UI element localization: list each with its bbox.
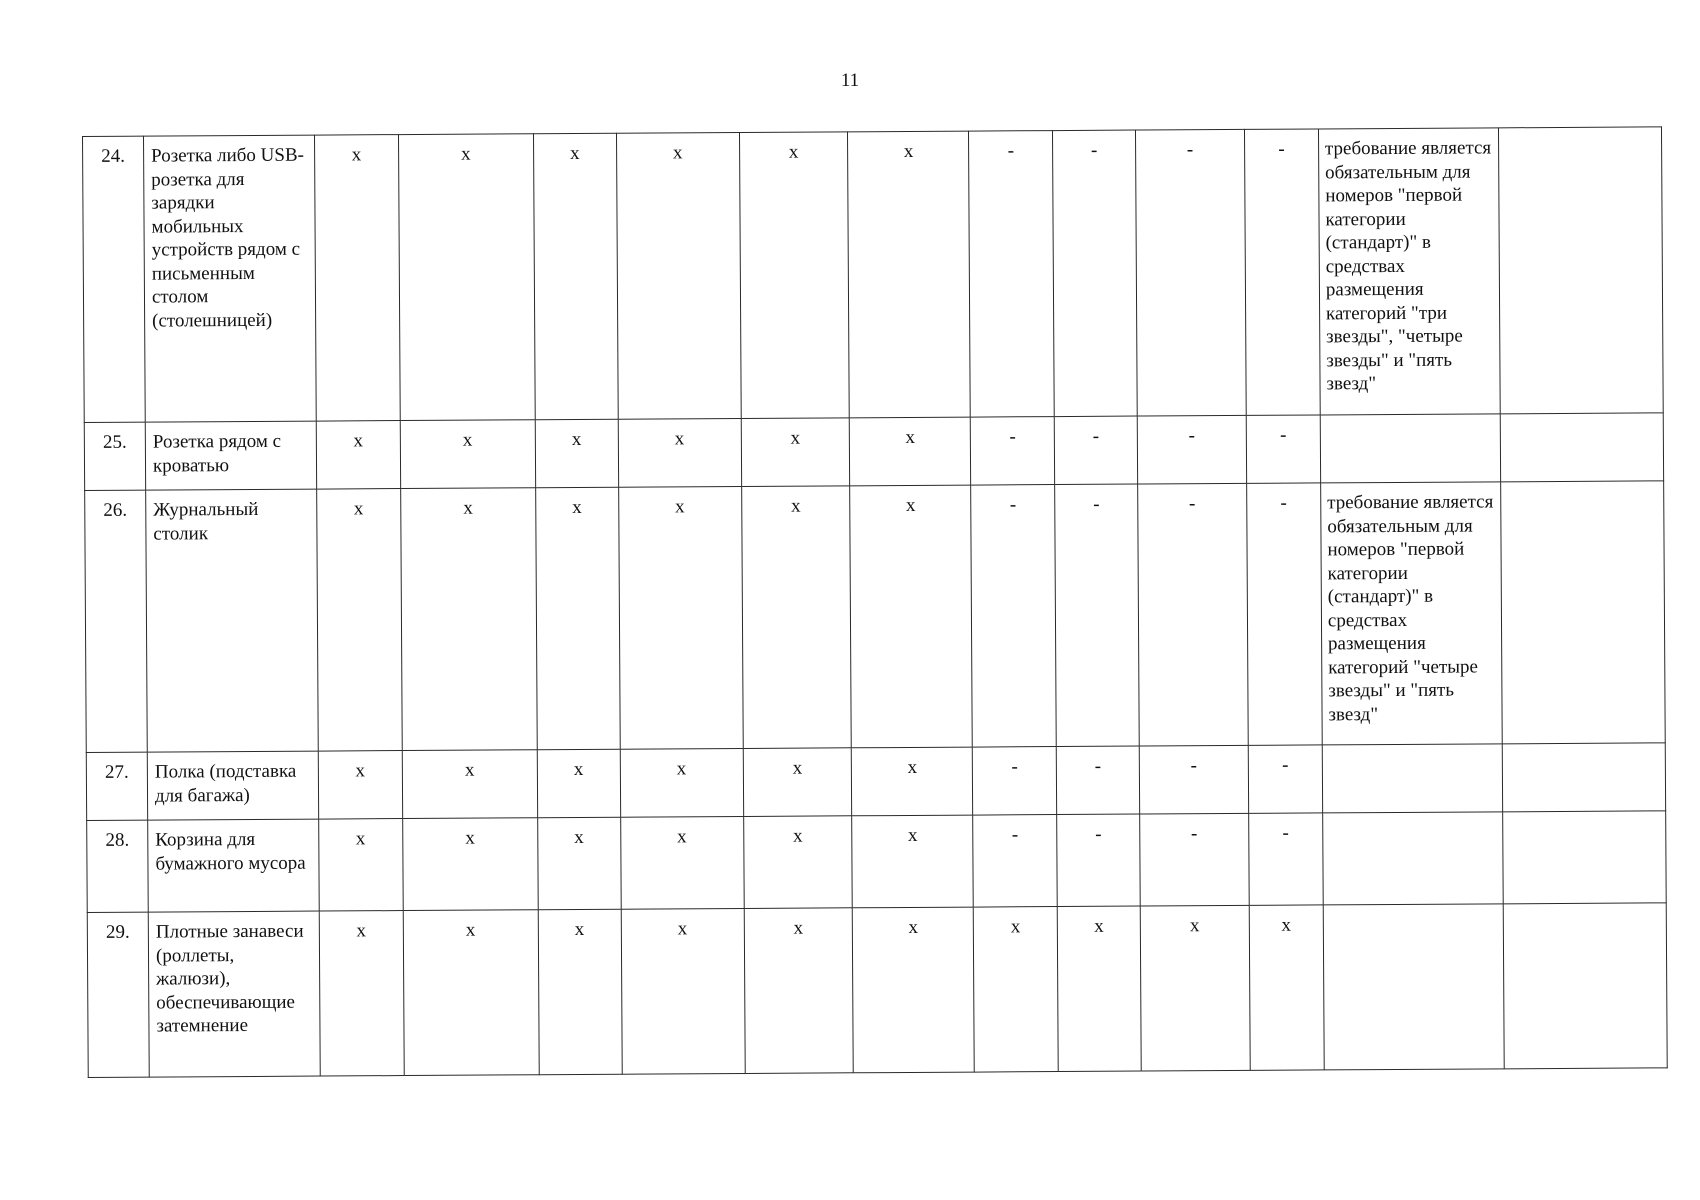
category-mark: x xyxy=(850,485,972,748)
category-mark: x xyxy=(743,748,852,817)
category-mark: - xyxy=(1139,745,1248,814)
category-mark: x xyxy=(535,419,618,488)
category-mark: x xyxy=(620,816,744,909)
category-mark: x xyxy=(403,910,539,1076)
table-row xyxy=(87,811,1667,913)
category-mark: x xyxy=(398,134,535,421)
category-mark: x xyxy=(1249,905,1324,1070)
category-mark: x xyxy=(319,819,403,912)
category-mark: - xyxy=(1246,415,1320,483)
category-mark: - xyxy=(1053,130,1137,417)
requirement-note: требование является обязательным для номеров "первой категории (стандарт)" в средствах размещения категорий "три звезды", "четыре звезды" и "пять звезд" xyxy=(1318,128,1499,415)
category-mark: x xyxy=(853,907,975,1073)
category-mark: x xyxy=(852,815,973,908)
category-mark: x xyxy=(535,487,619,750)
category-mark: - xyxy=(1137,415,1246,484)
requirement-note xyxy=(1322,744,1502,813)
table-row xyxy=(83,127,1664,423)
empty-cell xyxy=(1500,481,1665,744)
category-mark: - xyxy=(1056,746,1139,815)
category-mark: x xyxy=(318,751,402,820)
category-mark: x xyxy=(319,911,404,1077)
category-mark: x xyxy=(741,486,851,749)
category-mark: x xyxy=(739,132,850,419)
category-mark: x xyxy=(400,488,537,751)
row-number: 29. xyxy=(87,912,149,1077)
category-mark: - xyxy=(1244,129,1320,415)
category-mark: x xyxy=(533,133,617,420)
equipment-name: Плотные занавеси (роллеты, жалюзи), обеспечивающие затемнение xyxy=(148,911,320,1077)
category-mark: x xyxy=(852,747,973,816)
category-mark: x xyxy=(741,418,850,487)
category-mark: x xyxy=(402,750,537,819)
category-mark: x xyxy=(537,749,620,818)
category-mark: x xyxy=(618,486,743,749)
category-mark: - xyxy=(973,747,1057,816)
category-mark: - xyxy=(1140,813,1249,906)
table-row xyxy=(84,413,1663,491)
empty-cell xyxy=(1502,743,1666,812)
row-number: 24. xyxy=(83,136,146,422)
table-row xyxy=(87,903,1667,1078)
category-mark: x xyxy=(400,420,535,489)
category-mark: x xyxy=(850,417,971,486)
category-mark: x xyxy=(618,418,741,487)
equipment-name: Журнальный столик xyxy=(146,489,319,752)
category-mark: - xyxy=(1249,813,1324,905)
row-number: 27. xyxy=(86,752,147,820)
row-number: 26. xyxy=(85,490,148,752)
category-mark: - xyxy=(969,131,1055,418)
category-mark: x xyxy=(974,907,1059,1073)
category-mark: - xyxy=(973,815,1057,908)
category-mark: x xyxy=(317,489,402,752)
empty-cell xyxy=(1503,903,1667,1069)
category-mark: x xyxy=(743,816,852,909)
category-mark: - xyxy=(971,417,1055,486)
equipment-name: Розетка либо USB-розетка для зарядки мобильных устройств рядом с письменным столом (столешницей) xyxy=(143,135,316,422)
page-number: 11 xyxy=(840,70,860,91)
category-mark: x xyxy=(402,818,538,911)
requirements-table xyxy=(82,126,1668,1078)
category-mark: - xyxy=(1248,745,1322,813)
requirement-note xyxy=(1323,904,1504,1070)
category-mark: - xyxy=(1054,416,1137,485)
requirement-note xyxy=(1323,812,1503,905)
category-mark: x xyxy=(744,908,854,1074)
empty-cell xyxy=(1498,127,1663,414)
empty-cell xyxy=(1500,413,1664,482)
category-mark: x xyxy=(1057,906,1141,1072)
category-mark: x xyxy=(537,817,620,910)
category-mark: x xyxy=(616,132,741,419)
equipment-name: Полка (подставка для багажа) xyxy=(147,751,318,820)
category-mark: - xyxy=(1135,129,1246,416)
category-mark: - xyxy=(1055,484,1139,747)
table-row xyxy=(86,743,1665,821)
category-mark: x xyxy=(848,131,971,418)
requirement-note xyxy=(1320,414,1500,483)
row-number: 28. xyxy=(87,820,149,912)
category-mark: x xyxy=(316,421,400,490)
category-mark: - xyxy=(1246,483,1322,745)
table-row xyxy=(85,481,1666,753)
row-number: 25. xyxy=(84,422,145,490)
category-mark: x xyxy=(538,909,622,1075)
requirement-note: требование является обязательным для номеров "первой категории (стандарт)" в средствах размещения категорий "четыре звезды" и "пять звезд" xyxy=(1321,482,1502,745)
category-mark: - xyxy=(1057,814,1140,907)
equipment-name: Розетка рядом с кроватью xyxy=(145,421,316,490)
category-mark: x xyxy=(314,135,400,422)
empty-cell xyxy=(1502,811,1666,904)
category-mark: x xyxy=(1140,905,1250,1071)
category-mark: - xyxy=(1138,483,1248,746)
category-mark: x xyxy=(620,748,743,817)
category-mark: - xyxy=(971,485,1056,748)
equipment-name: Корзина для бумажного мусора xyxy=(148,819,320,912)
category-mark: x xyxy=(621,908,745,1074)
